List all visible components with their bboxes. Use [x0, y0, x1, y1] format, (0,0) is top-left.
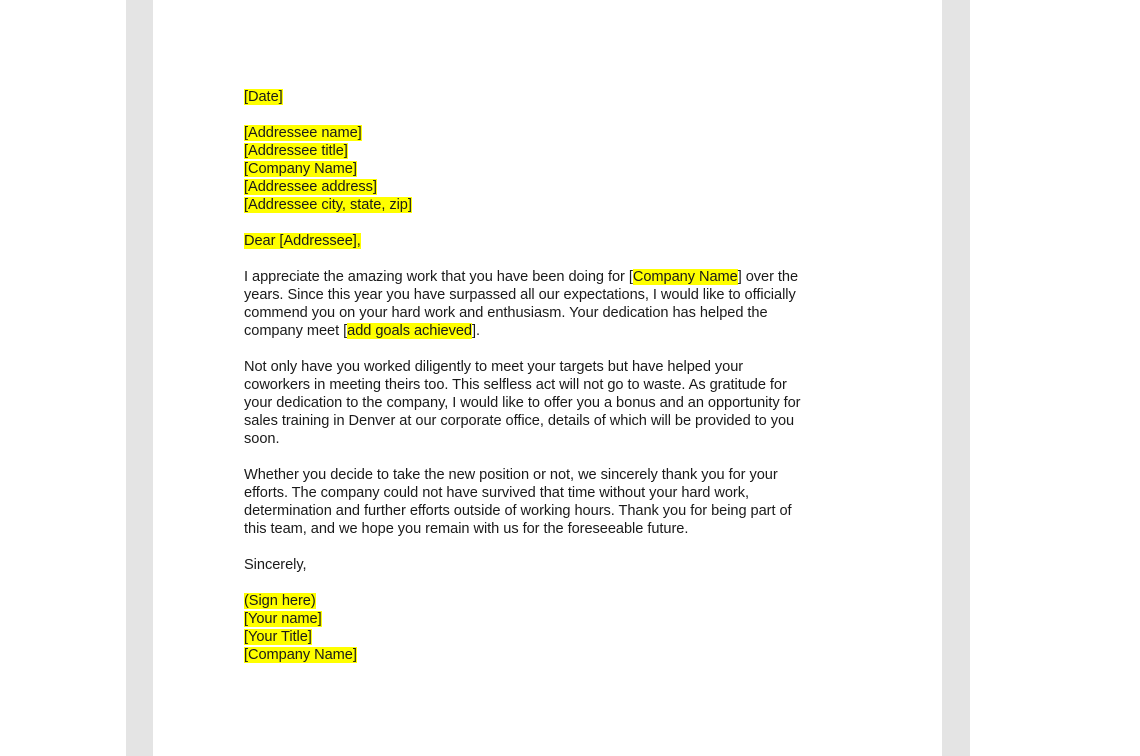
paragraph-line: efforts. The company could not have survived that time without your hard work,: [244, 485, 749, 501]
paragraph-thanks: [244, 466, 854, 538]
goals-placeholder: add goals achieved: [347, 323, 472, 339]
paragraph-line: Not only have you worked diligently to meet your targets but have helped your: [244, 359, 744, 375]
paragraph-line: years. Since this year you have surpassed all our expectations, I would like to officially: [244, 287, 796, 303]
salutation-text: Dear [Addressee],: [244, 233, 361, 249]
paragraph-text: ].: [472, 323, 481, 339]
paragraph-line: determination and further efforts outside of working hours. Thank you for being part of: [244, 503, 792, 519]
paragraph-gratitude: [244, 358, 854, 448]
addressee-title: [Addressee title]: [244, 143, 348, 159]
paragraph-text: ] over the: [737, 269, 799, 285]
paragraph-appreciation: [244, 268, 854, 340]
paragraph-line: commend you on your hard work and enthusiasm. Your dedication has helped the: [244, 305, 768, 321]
paragraph-text: company meet [: [244, 323, 348, 339]
paragraph-text: I appreciate the amazing work that you have been doing for [: [244, 269, 633, 285]
closing: Sincerely,: [244, 557, 307, 573]
your-title-placeholder: [Your Title]: [244, 629, 312, 645]
letter-body[interactable]: [244, 88, 854, 664]
company-name-placeholder: Company Name: [632, 269, 738, 285]
addressee-city-state-zip: [Addressee city, state, zip]: [244, 197, 412, 213]
paragraph-line: coworkers in meeting theirs too. This selfless act will not go to waste. As gratitude for: [244, 377, 787, 393]
addressee-address: [Addressee address]: [244, 179, 377, 195]
signature-company-placeholder: [Company Name]: [244, 647, 357, 663]
salutation: [244, 232, 854, 250]
your-name-placeholder: [Your name]: [244, 611, 322, 627]
paragraph-line: soon.: [244, 431, 280, 447]
paragraph-line: your dedication to the company, I would like to offer you a bonus and an opportunity for: [244, 395, 801, 411]
date-placeholder: [Date]: [244, 89, 283, 105]
addressee-block: [244, 124, 854, 214]
addressee-company: [Company Name]: [244, 161, 357, 177]
paragraph-line: sales training in Denver at our corporate office, details of which will be provided to you: [244, 413, 795, 429]
sign-here-placeholder: (Sign here): [244, 593, 316, 609]
date-line: [244, 88, 854, 106]
signature-block: [244, 592, 854, 664]
paragraph-line: this team, and we hope you remain with us for the foreseeable future.: [244, 521, 689, 537]
addressee-name: [Addressee name]: [244, 125, 362, 141]
paragraph-line: Whether you decide to take the new position or not, we sincerely thank you for your: [244, 467, 778, 483]
